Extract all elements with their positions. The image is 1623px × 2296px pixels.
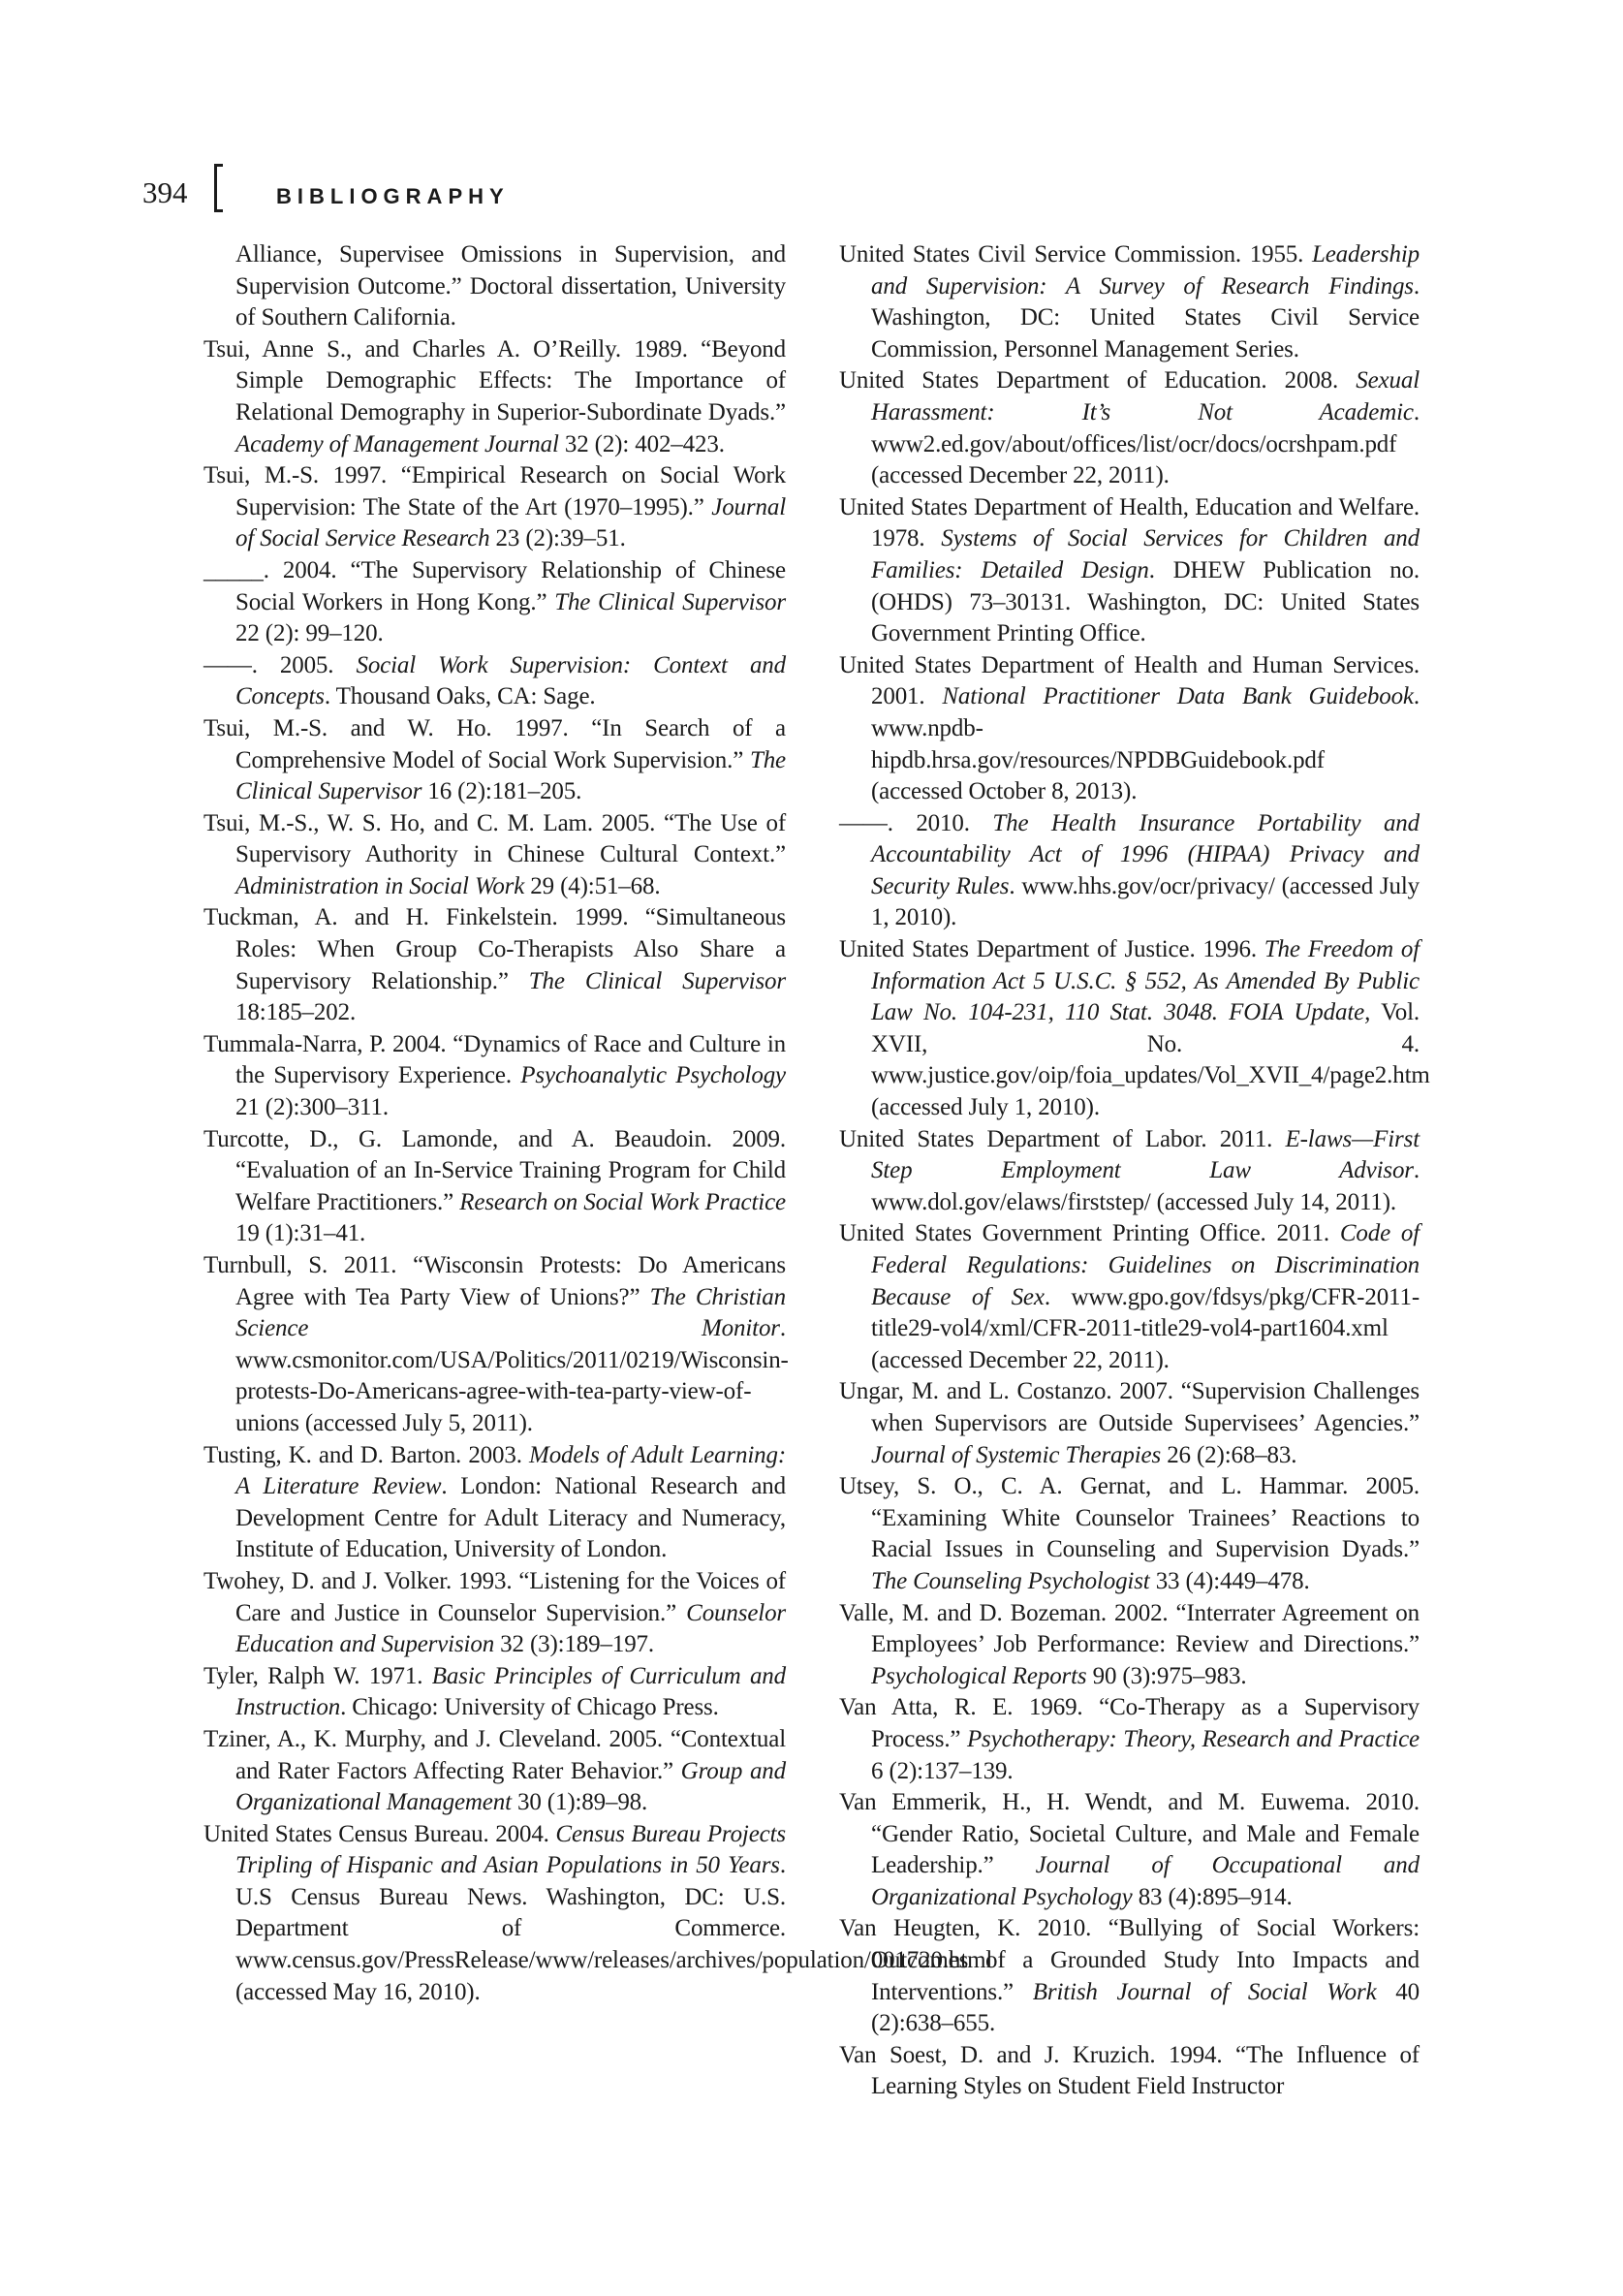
work-title: Group and Organizational Management <box>235 1757 786 1816</box>
entry-text: Van Atta, R. E. 1969. “Co-Therapy as a Supervisory Process.” <box>839 1694 1420 1752</box>
entry-text: 23 (2):39–51. <box>489 525 626 552</box>
entry-text: 83 (4):895–914. <box>1132 1883 1293 1910</box>
entry-text: United States Civil Service Commission. 1955. <box>839 241 1312 267</box>
entry-text: . www.csmonitor.com/USA/Politics/2011/0219/Wisconsin-protests-Do-Americans-agree-with-tea-party-view-of-unions (accessed July 5, 2011). <box>235 1315 789 1436</box>
work-title: Psychotherapy: Theory, Research and Practice <box>966 1725 1420 1752</box>
running-head: BIBLIOGRAPHY <box>276 184 510 208</box>
entry-text: United States Department of Health and Human Services. 2001. <box>839 651 1420 710</box>
bibliography-entry <box>839 1692 1420 1787</box>
work-title: The Health Insurance Portability and Accountability Act of 1996 (HIPAA) Privacy and Security Rules <box>871 809 1420 899</box>
entry-text: 29 (4):51–68. <box>524 872 661 899</box>
entry-text: . U.S Census Bureau News. Washington, DC: U.S. Department of Commerce. www.census.gov/PressRelease/www/releases/archives/population/001720.html (accessed May 16, 2010). <box>235 1852 993 2005</box>
work-title: The Freedom of Information Act 5 U.S.C. § 552, As Amended By Public Law No. 104-231, 110 Stat. 3048. FOIA Update, <box>871 936 1420 1026</box>
entry-text: 26 (2):68–83. <box>1161 1441 1297 1468</box>
entry-text: United States Government Printing Office. 2011. <box>839 1220 1340 1247</box>
entry-text: United States Department of Education. 2008. <box>839 367 1357 394</box>
bibliography-entry <box>203 1250 789 1440</box>
entry-text: . www.gpo.gov/fdsys/pkg/CFR-2011-title29-vol4/xml/CFR-2011-title29-vol4-part1604.xml (accessed December 22, 2011). <box>871 1283 1420 1373</box>
work-title: Systems of Social Services for Children and Families: Detailed Design <box>871 525 1420 583</box>
entry-text: Vol. XVII, No. 4. www.justice.gov/oip/foia_updates/Vol_XVII_4/page2.htm (accessed July 1, 2010). <box>871 999 1430 1121</box>
bibliography-entry <box>203 239 786 334</box>
entry-text: Twohey, D. and J. Volker. 1993. “Listening for the Voices of Care and Justice in Counselor Supervision.” <box>203 1567 786 1626</box>
entry-text: . www.npdb-hipdb.hrsa.gov/resources/NPDBGuidebook.pdf (accessed October 8, 2013). <box>871 683 1420 805</box>
work-title: Academy of Management Journal <box>235 430 559 457</box>
entry-text: Utsey, S. O., C. A. Gernat, and L. Hammar. 2005. “Examining White Counselor Trainees’ Reactions to Racial Issues in Counseling and Supervision Dyads.” <box>839 1473 1420 1563</box>
bibliography-entry <box>203 1819 993 2009</box>
entry-text: . Washington, DC: United States Civil Service Commission, Personnel Management Series. <box>871 272 1420 362</box>
entry-text: Tummala-Narra, P. 2004. “Dynamics of Race and Culture in the Supervisory Experience. <box>203 1030 786 1089</box>
bibliography-entry <box>839 934 1430 1124</box>
entry-text: ——. 2005. <box>203 651 357 678</box>
bibliography-entry <box>839 365 1420 491</box>
entry-text: Van Heugten, K. 2010. “Bullying of Social Workers: Outcomes of a Grounded Study Into Impacts and Interventions.” <box>839 1915 1420 2005</box>
work-title: Basic Principles of Curriculum and Instruction <box>235 1662 786 1721</box>
bibliography-entry <box>203 808 786 903</box>
entry-text: Turnbull, S. 2011. “Wisconsin Protests: Do Americans Agree with Tea Party View of Unions?” <box>203 1252 786 1310</box>
work-title: Code of Federal Regulations: Guidelines on Discrimination Because of Sex <box>871 1220 1420 1310</box>
entry-text: . Chicago: University of Chicago Press. <box>340 1694 719 1721</box>
work-title: Leadership and Supervision: A Survey of Research Findings <box>871 241 1420 299</box>
bracket-ornament <box>214 164 223 212</box>
entry-text: 6 (2):137–139. <box>871 1757 1014 1784</box>
work-title: Counselor Education and Supervision <box>235 1599 786 1658</box>
entry-text: . London: National Research and Development Centre for Adult Literacy and Numeracy, Institute of Education, University of London. <box>235 1473 786 1563</box>
bibliography-entry <box>203 334 786 460</box>
work-title: Psychoanalytic Psychology <box>520 1062 786 1089</box>
bibliography-entry <box>203 460 786 555</box>
entry-text: Tsui, M.-S. and W. Ho. 1997. “In Search of a Comprehensive Model of Social Work Supervision.” <box>203 714 786 773</box>
entry-text: Van Soest, D. and J. Kruzich. 1994. “The Influence of Learning Styles on Student Field Instructor <box>839 2041 1420 2100</box>
entry-text: _____. 2004. “The Supervisory Relationship of Chinese Social Workers in Hong Kong.” <box>203 556 786 615</box>
entry-text: 40 (2):638–655. <box>871 1978 1420 2037</box>
entry-text: 30 (1):89–98. <box>511 1789 648 1816</box>
bibliography-entry <box>203 713 786 808</box>
bibliography-entry <box>839 1376 1420 1471</box>
entry-text: Valle, M. and D. Bozeman. 2002. “Interrater Agreement on Employees’ Job Performance: Review and Directions.” <box>839 1599 1420 1658</box>
bibliography-entry <box>203 650 786 713</box>
bibliography-entry <box>839 808 1420 934</box>
entry-text: 90 (3):975–983. <box>1086 1662 1247 1689</box>
entry-text: . DHEW Publication no. (OHDS) 73–30131. Washington, DC: United States Government Printing Office. <box>871 556 1420 647</box>
work-title: Research on Social Work Practice <box>459 1188 786 1215</box>
bibliography-entry <box>839 239 1420 365</box>
entry-text: ——. 2010. <box>839 809 993 836</box>
entry-text: . www2.ed.gov/about/offices/list/ocr/docs/ocrshpam.pdf (accessed December 22, 2011). <box>871 398 1420 489</box>
bibliography-entry <box>839 650 1420 808</box>
bibliography-entry <box>203 1124 786 1250</box>
bibliography-entry <box>203 1566 786 1661</box>
bibliography-entry <box>203 555 786 650</box>
entry-text: 18:185–202. <box>235 999 357 1026</box>
work-title: Journal of Systemic Therapies <box>871 1441 1162 1468</box>
entry-text: Tusting, K. and D. Barton. 2003. <box>203 1441 530 1468</box>
work-title: Social Work Supervision: Context and Concepts <box>235 651 786 710</box>
entry-text: . www.hhs.gov/ocr/privacy/ (accessed July 1, 2010). <box>871 872 1420 931</box>
entry-text: Van Emmerik, H., H. Wendt, and M. Euwema. 2010. “Gender Ratio, Societal Culture, and Male and Female Leadership.” <box>839 1789 1420 1879</box>
entry-text: Tuckman, A. and H. Finkelstein. 1999. “Simultaneous Roles: When Group Co-Therapists Also Share a Supervisory Relationship.” <box>203 904 786 994</box>
entry-text: United States Department of Justice. 1996. <box>839 936 1264 963</box>
entry-text: Tsui, M.-S., W. S. Ho, and C. M. Lam. 2005. “The Use of Supervisory Authority in Chinese Cultural Context.” <box>203 809 786 868</box>
entry-text: 32 (2): 402–423. <box>558 430 725 457</box>
work-title: Sexual Harassment: It’s Not Academic <box>871 367 1420 425</box>
entry-text: 22 (2): 99–120. <box>235 620 384 647</box>
entry-text: United States Census Bureau. 2004. <box>203 1820 556 1847</box>
entry-text: Ungar, M. and L. Costanzo. 2007. “Supervision Challenges when Supervisors are Outside Supervisees’ Agencies.” <box>839 1378 1420 1436</box>
work-title: The Clinical Supervisor <box>554 588 786 615</box>
work-title: The Clinical Supervisor <box>235 746 786 805</box>
bibliography-entry <box>839 1787 1420 1913</box>
entry-text: United States Department of Health, Education and Welfare. 1978. <box>839 493 1420 552</box>
right-column <box>839 239 1430 2103</box>
work-title: National Practitioner Data Bank Guidebook <box>942 683 1414 710</box>
work-title: Psychological Reports <box>871 1662 1087 1689</box>
bibliography-entry <box>839 2040 1420 2103</box>
work-title: Administration in Social Work <box>235 872 525 899</box>
entry-text: Tsui, Anne S., and Charles A. O’Reilly. 1989. “Beyond Simple Demographic Effects: The Importance of Relational Demography in Superior-Subordinate Dyads.” <box>203 335 786 425</box>
entry-text: 16 (2):181–205. <box>421 778 582 805</box>
bibliography-entry <box>203 1440 786 1566</box>
bibliography-entry <box>839 492 1420 650</box>
entry-text: Tziner, A., K. Murphy, and J. Cleveland. 2005. “Contextual and Rater Factors Affecting Rater Behavior.” <box>203 1725 786 1784</box>
bibliography-entry <box>839 1598 1420 1693</box>
work-title: The Counseling Psychologist <box>871 1567 1150 1594</box>
work-title: The Clinical Supervisor <box>528 967 786 994</box>
bibliography-entry <box>839 1471 1420 1597</box>
entry-text: Tyler, Ralph W. 1971. <box>203 1662 432 1689</box>
entry-text: 33 (4):449–478. <box>1149 1567 1310 1594</box>
entry-text: Turcotte, D., G. Lamonde, and A. Beaudoin. 2009. “Evaluation of an In-Service Training Program for Child Welfare Practitioners.” <box>203 1125 786 1215</box>
entry-text: United States Department of Labor. 2011. <box>839 1125 1286 1152</box>
entry-text: 32 (3):189–197. <box>494 1631 655 1658</box>
page-number: 394 <box>142 175 188 209</box>
entry-text: . Thousand Oaks, CA: Sage. <box>324 683 596 710</box>
entry-text: 21 (2):300–311. <box>235 1094 389 1121</box>
bibliography-entry <box>203 1661 786 1724</box>
bibliography-entry <box>203 902 786 1028</box>
entry-text: 19 (1):31–41. <box>235 1220 366 1247</box>
bibliography-entry <box>839 1124 1420 1219</box>
work-title: E-laws—First Step Employment Law Advisor <box>871 1125 1420 1184</box>
work-title: British Journal of Social Work <box>1032 1978 1377 2005</box>
bibliography-entry <box>203 1029 786 1124</box>
work-title: Journal of Occupational and Organizational Psychology <box>871 1852 1420 1910</box>
bibliography-entry <box>839 1913 1420 2039</box>
work-title: Journal of Social Service Research <box>235 493 786 552</box>
work-title: Models of Adult Learning: A Literature Review <box>235 1441 786 1500</box>
entry-text: . www.dol.gov/elaws/firststep/ (accessed July 14, 2011). <box>871 1157 1420 1215</box>
work-title: Census Bureau Projects Tripling of Hispanic and Asian Populations in 50 Years <box>235 1820 786 1879</box>
entry-text: Tsui, M.-S. 1997. “Empirical Research on Social Work Supervision: The State of the Art (1970–1995).” <box>203 462 786 520</box>
bibliography-entry <box>203 1724 786 1819</box>
entry-text: Alliance, Supervisee Omissions in Supervision, and Supervision Outcome.” Doctoral dissertation, University of Southern California. <box>235 241 786 331</box>
work-title: The Christian Science Monitor <box>235 1283 786 1342</box>
bibliography-entry <box>839 1218 1420 1376</box>
